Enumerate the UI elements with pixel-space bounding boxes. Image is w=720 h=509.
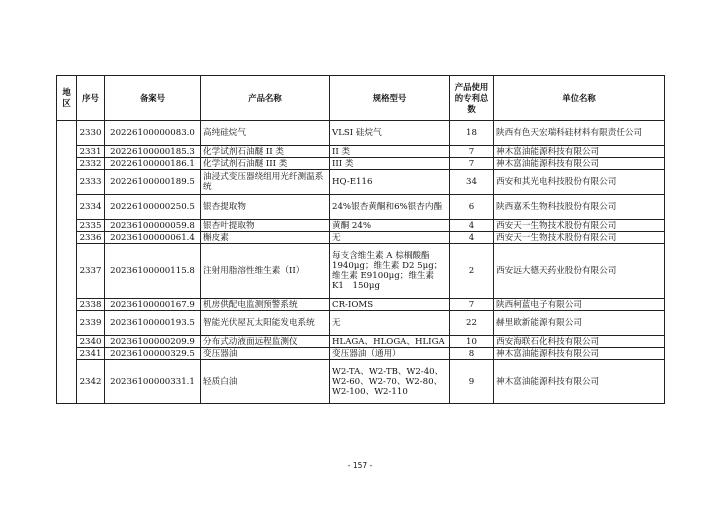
product-name-cell: 槲皮素 xyxy=(201,232,330,244)
seq-cell: 2331 xyxy=(77,146,105,158)
record-no-cell: 20226100000250.5 xyxy=(105,195,201,220)
record-no-cell: 20226100000189.5 xyxy=(105,170,201,195)
seq-cell: 2337 xyxy=(77,244,105,299)
unit-name-cell: 陕西柯蓝电子有限公司 xyxy=(494,299,665,311)
product-name-cell: 变压器油 xyxy=(201,348,330,360)
spec-cell: III 类 xyxy=(330,158,450,170)
spec-cell: 24%银杏黄酮和6%银杏内酯 xyxy=(330,195,450,220)
table-row xyxy=(57,360,665,404)
seq-cell: 2340 xyxy=(77,336,105,348)
table-row xyxy=(57,170,665,195)
seq-cell: 2332 xyxy=(77,158,105,170)
product-name-cell: 智能光伏屋瓦太阳能发电系统 xyxy=(201,311,330,336)
spec-cell: HQ-E116 xyxy=(330,170,450,195)
unit-name-cell: 陕西有色天宏瑞科硅材料有限责任公司 xyxy=(494,121,665,146)
patent-count-cell: 18 xyxy=(450,121,494,146)
spec-cell: 变压器油（通用） xyxy=(330,348,450,360)
patent-count-cell: 4 xyxy=(450,232,494,244)
record-no-cell: 20236100000167.9 xyxy=(105,299,201,311)
product-name-cell: 机房供配电监测预警系统 xyxy=(201,299,330,311)
spec-cell: HLAGA、HLOGA、HLIGA xyxy=(330,336,450,348)
region-cell xyxy=(57,121,77,404)
unit-name-cell: 神木富油能源科技有限公司 xyxy=(494,158,665,170)
patent-count-cell: 8 xyxy=(450,348,494,360)
patent-count-cell: 22 xyxy=(450,311,494,336)
seq-cell: 2338 xyxy=(77,299,105,311)
product-name-cell: 注射用脂溶性维生素（II） xyxy=(201,244,330,299)
seq-cell: 2341 xyxy=(77,348,105,360)
table-row xyxy=(57,299,665,311)
unit-name-cell: 神木富油能源科技有限公司 xyxy=(494,146,665,158)
record-no-cell: 20236100000059.8 xyxy=(105,220,201,232)
header-seq: 序号 xyxy=(77,76,105,121)
unit-name-cell: 西安和其光电科技股份有限公司 xyxy=(494,170,665,195)
unit-name-cell: 西安天一生物技术股份有限公司 xyxy=(494,232,665,244)
header-product-name: 产品名称 xyxy=(201,76,330,121)
seq-cell: 2342 xyxy=(77,360,105,404)
product-name-cell: 化学试剂石油醚 III 类 xyxy=(201,158,330,170)
header-unit-name: 单位名称 xyxy=(494,76,665,121)
unit-name-cell: 赫里欧新能源有限公司 xyxy=(494,311,665,336)
header-spec: 规格型号 xyxy=(330,76,450,121)
patent-count-cell: 4 xyxy=(450,220,494,232)
record-no-cell: 20226100000083.0 xyxy=(105,121,201,146)
table-row xyxy=(57,232,665,244)
seq-cell: 2334 xyxy=(77,195,105,220)
table-row xyxy=(57,348,665,360)
seq-cell: 2339 xyxy=(77,311,105,336)
unit-name-cell: 神木富油能源科技有限公司 xyxy=(494,360,665,404)
product-name-cell: 高纯硅烷气 xyxy=(201,121,330,146)
unit-name-cell: 西安海联石化科技有限公司 xyxy=(494,336,665,348)
unit-name-cell: 陕西嘉禾生物科技股份有限公司 xyxy=(494,195,665,220)
record-no-cell: 20236100000115.8 xyxy=(105,244,201,299)
seq-cell: 2333 xyxy=(77,170,105,195)
table-row xyxy=(57,146,665,158)
record-no-cell: 20236100000329.5 xyxy=(105,348,201,360)
seq-cell: 2336 xyxy=(77,232,105,244)
table-row xyxy=(57,158,665,170)
header-row xyxy=(57,76,665,121)
table-row xyxy=(57,220,665,232)
record-no-cell: 20226100000185.3 xyxy=(105,146,201,158)
patent-count-cell: 7 xyxy=(450,158,494,170)
patent-count-cell: 7 xyxy=(450,299,494,311)
table-row xyxy=(57,311,665,336)
spec-cell: 每支含维生素 A 棕榈酸酯 1940μg；维生素 D2 5μg；维生素 E9100μg；维生素 K1 150μg xyxy=(330,244,450,299)
unit-name-cell: 神木富油能源科技有限公司 xyxy=(494,348,665,360)
record-no-cell: 20236100000331.1 xyxy=(105,360,201,404)
product-name-cell: 油浸式变压器绕组用光纤测温系统 xyxy=(201,170,330,195)
patent-count-cell: 10 xyxy=(450,336,494,348)
spec-cell: VLSI 硅烷气 xyxy=(330,121,450,146)
record-no-cell: 20236100000209.9 xyxy=(105,336,201,348)
unit-name-cell: 西安天一生物技术股份有限公司 xyxy=(494,220,665,232)
spec-cell: 无 xyxy=(330,232,450,244)
record-no-cell: 20226100000186.1 xyxy=(105,158,201,170)
seq-cell: 2335 xyxy=(77,220,105,232)
table-row xyxy=(57,244,665,299)
spec-cell: W2-TA、W2-TB、W2-40、W2-60、W2-70、W2-80、W2-100、W2-110 xyxy=(330,360,450,404)
table-row xyxy=(57,195,665,220)
patent-count-cell: 34 xyxy=(450,170,494,195)
patent-count-cell: 2 xyxy=(450,244,494,299)
product-name-cell: 分布式动液面远程监测仪 xyxy=(201,336,330,348)
header-patent-count: 产品使用的专利总数 xyxy=(450,76,494,121)
product-name-cell: 银杏叶提取物 xyxy=(201,220,330,232)
header-record-no: 备案号 xyxy=(105,76,201,121)
spec-cell: CR-IOMS xyxy=(330,299,450,311)
seq-cell: 2330 xyxy=(77,121,105,146)
product-name-cell: 银杏提取物 xyxy=(201,195,330,220)
patent-count-cell: 7 xyxy=(450,146,494,158)
table-row xyxy=(57,121,665,146)
record-no-cell: 20236100000193.5 xyxy=(105,311,201,336)
header-region: 地区 xyxy=(57,76,77,121)
product-name-cell: 化学试剂石油醚 II 类 xyxy=(201,146,330,158)
record-table xyxy=(56,75,665,404)
spec-cell: II 类 xyxy=(330,146,450,158)
product-name-cell: 轻质白油 xyxy=(201,360,330,404)
patent-count-cell: 9 xyxy=(450,360,494,404)
record-no-cell: 20236100000061.4 xyxy=(105,232,201,244)
patent-count-cell: 6 xyxy=(450,195,494,220)
spec-cell: 黄酮 24% xyxy=(330,220,450,232)
spec-cell: 无 xyxy=(330,311,450,336)
page-number: - 157 - xyxy=(347,461,373,470)
unit-name-cell: 西安远大德天药业股份有限公司 xyxy=(494,244,665,299)
table-row xyxy=(57,336,665,348)
